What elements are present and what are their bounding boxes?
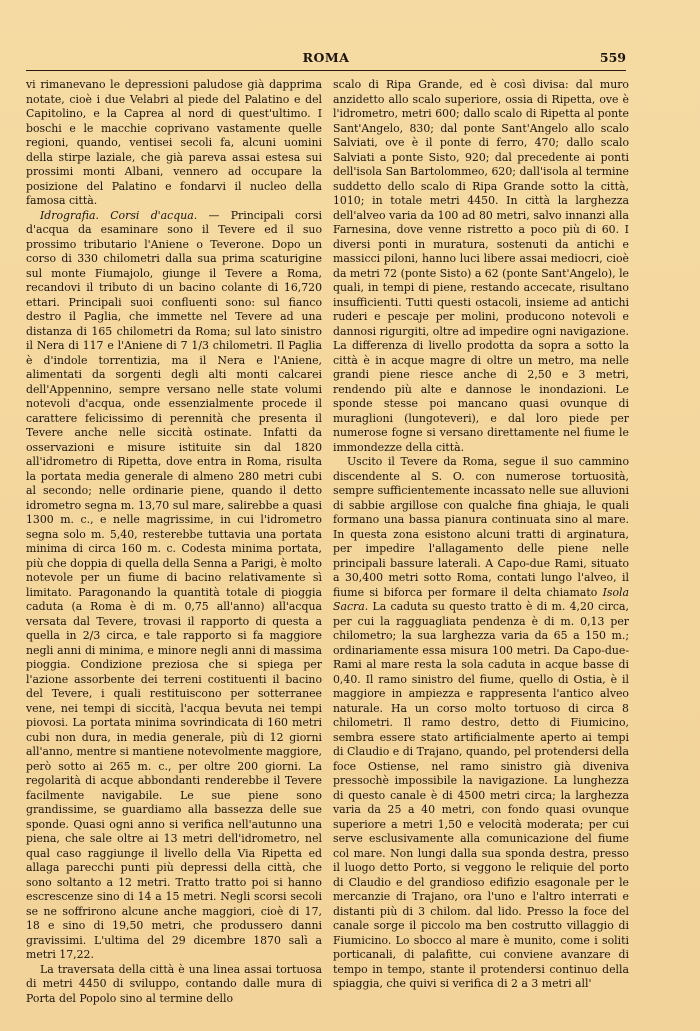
paragraph: scalo di Ripa Grande, ed è così divisa: dal muro anzidetto allo scalo superiore, ossia di Ripetta, ove è l'idrometro, metri 600; dallo scalo di Ripetta al ponte Sant'Angelo, 830; dal ponte Sant'Angelo allo scalo Salviati, ove è il ponte di ferro, 470; dallo scalo Salviati a ponte Sisto, 920; dal precedente ai ponti dell'isola San Bartolommeo, 620; dall'isola al termine suddetto dello scalo di Ripa Grande sotto la città, 1010; in totale metri 4450. In città la larghezza dell'alveo varia da 100 ad 80 metri, salvo innanzi alla Farnesina, dove venne ristretto a poco più di 60. I diversi ponti in muratura, sostenuti da antichi e massicci piloni, hanno luci libere assai mediocri, cioè da metri 72 (ponte Sisto) a 62 (ponte Sant'Angelo), le quali, in tempi di piene, restando accecate, risultano insufficienti. Tutti questi ostacoli, insieme ad antichi ruderi e pescaje per molini, producono notevoli e dannosi rigurgiti, oltre ad impedire ogni navigazione. La differenza di livello prodotta da sopra a sotto la città è in acque magre di oltre un metro, ma nelle grandi piene riesce anche di 2,50 e 3 metri, rendendo più alte e dannose le inondazioni. Le sponde stesse poi mancano quasi ovunque di muraglioni (lungoteveri), e dal loro piede per numerose fogne si versano direttamente nel fiume le immondezze della città. (333, 78, 629, 454)
heading-dash: — (197, 208, 231, 222)
running-title: ROMA (302, 50, 350, 65)
header-rule (26, 70, 626, 71)
paragraph-text: . La caduta su questo tratto è di m. 4,20 circa, per cui la ragguagliata pendenza è di m. 0,13 per chilometro; la sua larghezza varia da 65 a 150 m.; ordinariamente essa misura 100 metri. Da Capo-due-Rami al mare resta la sola caduta in acque basse di 0,40. Il ramo sinistro del fiume, quello di Ostia, è il maggiore in ampiezza e rappresenta l'antico alveo naturale. Ha un corso molto tortuoso di circa 8 chilometri. Il ramo destro, detto di Fiumicino, sembra essere stato artificialmente aperto ai tempi di Claudio e di Trajano, quando, pel protendersi della foce Ostiense, nel ramo sinistro già diveniva pressochè impossibile la navigazione. La lunghezza di questo canale è di 4500 metri circa; la larghezza varia da 25 a 40 metri, con fondo quasi ovunque superiore a metri 1,50 e velocità moderata; per cui serve esclusivamente alla comunicazione del fiume col mare. Non lungi dalla sua sponda destra, presso il luogo detto Porto, si veggono le reliquie del porto di Claudio e del grandioso edifizio esagonale per le mercanzie di Trajano, ora l'uno e l'altro interrati e distanti più di 3 chilom. dal lido. Presso la foce del canale sorge il piccolo ma ben costrutto villaggio di Fiumicino. Lo sbocco al mare è munito, come i soliti porticanali, di palafitte, cui conviene avanzare di tempo in tempo, stante il protendersi continuo della spiaggia, che quivi si verifica di 2 a 3 metri all' (333, 600, 629, 990)
place-name-isola-sacra: Isola Sacra (333, 585, 629, 613)
paragraph-uscito (333, 455, 629, 992)
paragraph: La traversata della città è una linea assai tortuosa di metri 4450 di sviluppo, contando dalle mura di Porta del Popolo sino al termine dello (26, 962, 322, 1005)
right-column (333, 78, 629, 1006)
page-number: 559 (599, 50, 626, 65)
paragraph-text: Uscito il Tevere da Roma, segue il suo cammino discendente al S. O. con numerose tortuosità, sempre sufficientemente incassato nelle sue alluvioni di sabbie argillose con qualche fina ghiaja, le quali formano una bassa pianura continuata sino al mare. In questa zona esistono alcuni tratti di arginatura, per impedire l'allagamento delle piene nelle principali bassure laterali. A Capo-due Rami, situato a 30,400 metri sotto Roma, contati lungo l'alveo, il fiume si biforca per formare il delta chiamato (333, 455, 629, 599)
section-heading: Idrografia. Corsi d'acqua. (40, 208, 198, 222)
page-header (26, 44, 626, 66)
paragraph: vi rimanevano le depressioni paludose già dapprima notate, cioè i due Velabri al piede del Palatino e del Capitolino, e la Caprea al nord di quest'ultimo. I boschi e le macchie coprivano vastamente quelle regioni, quando, ventisei secoli fa, alcuni uomini della stirpe laziale, che già pareva assai estesa sui prossimi monti Albani, vennero ad occupare la posizione del Palatino e fondarvi il nucleo della famosa città. (26, 78, 322, 207)
left-column (26, 78, 322, 1006)
paragraph-idrografia (26, 209, 322, 963)
paragraph-text: Principali corsi d'acqua da esaminare sono il Tevere ed il suo prossimo tributario l'Aniene o Teverone. Dopo un corso di 330 chilometri dalla sua prima scaturigine sul monte Fiumajolo, giunge il Tevere a Roma, recandovi il tributo di un bacino colante di 16,720 ettari. Principali suoi confluenti sono: sul fianco destro il Paglia, che immette nel Tevere ad una distanza di 165 chilometri da Roma; sul lato sinistro il Nera di 117 e l'Aniene di 7 1/3 chilometri. Il Paglia è d'indole torrentizia, ma il Nera e l'Aniene, alimentati da sorgenti degli alti monti calcarei dell'Appennino, sempre versano nelle state volumi notevoli d'acqua, onde essenzialmente procede il carattere felicissimo di perennità che presenta il Tevere anche nelle siccità ostinate. Infatti da osservazioni e misure istituite sin dal 1820 all'idrometro di Ripetta, dove entra in Roma, risulta la portata media generale di almeno 280 metri cubi al secondo; nelle ordinarie piene, quando il detto idrometro segna m. 13,70 sul mare, salirebbe a quasi 1300 m. c., e nelle magrissime, in cui l'idrometro segna solo m. 5,40, resterebbe tuttavia una portata minima di circa 160 m. c. Codesta minima portata, più che doppia di quella della Senna a Parigi, è molto notevole per un fiume di bacino relativamente sì limitato. Paragonando la quantità totale di pioggia caduta (a Roma è di m. 0,75 all'anno) all'acqua versata dal Tevere, trovasi il rapporto di questa a quella in 2/3 circa, e tale rapporto si fa maggiore negli anni di minima, e minore negli anni di massima pioggia. Condizione preziosa che si spiega per l'azione assorbente dei terreni costituenti il bacino del Tevere, i quali restituiscono per sotterranee vene, nei tempi di siccità, l'acqua bevuta nei tempi piovosi. La portata minima sovrindicata di 160 metri cubi non dura, in media generale, più di 12 giorni all'anno, mentre si mantiene notevolmente maggiore, però sotto ai 265 m. c., per oltre 200 giorni. La regolarità di acque abbondanti renderebbe il Tevere facilmente navigabile. Le sue piene sono grandissime, se guardiamo alla bassezza delle sue sponde. Quasi ogni anno si verifica nell'autunno una piena, che sale oltre ai 13 metri dell'idrometro, nel qual caso raggiunge il livello della Via Ripetta ed allaga parecchi punti più depressi della città, che sono soltanto a 12 metri. Tratto tratto poi si hanno escrescenze sino di 14 a 15 metri. Negli scorsi secoli se ne soffrirono alcune anche maggiori, cioè di 17, 18 e sino di 19,50 metri, che produssero danni gravissimi. L'ultima del 29 dicembre 1870 salì a metri 17,22. (26, 208, 322, 961)
